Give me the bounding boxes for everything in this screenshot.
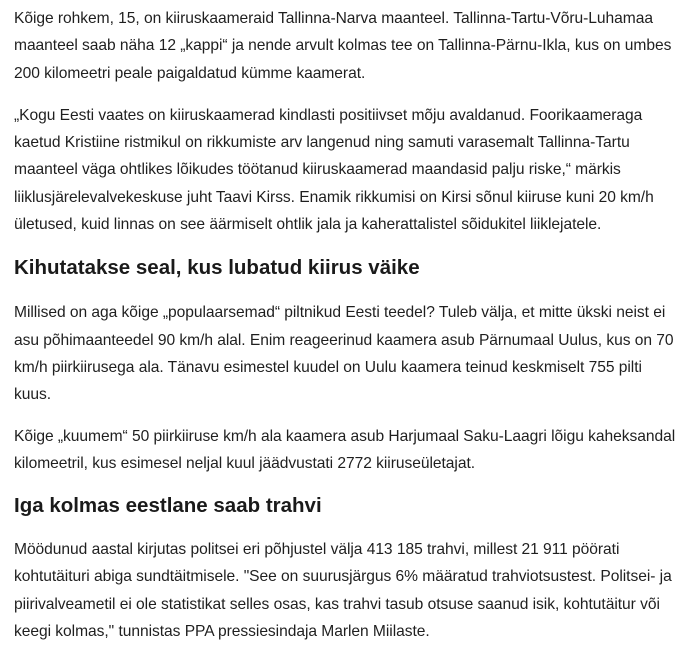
article-body [14, 5, 678, 645]
article-paragraph-4: Kõige „kuumem“ 50 piirkiiruse km/h ala kaamera asub Harjumaal Saku-Laagri lõigu kaheksandal kilomeetril, kus esimesel neljal kuul jäädvustati 2772 kiiruseületajat. [14, 427, 676, 472]
article-paragraph-1: Kõige rohkem, 15, on kiiruskaameraid Tallinna-Narva maanteel. Tallinna-Tartu-Võru-Luhamaa maanteel saab näha 12 „kappi“ ja nende arvult kolmas tee on Tallinna-Pärnu-Ikla, kus on umbes 200 kilomeetri peale paigaldatud kümme kaamerat. [14, 10, 672, 82]
article-paragraph-3: Millised on aga kõige „populaarsemad“ piltnikud Eesti teedel? Tuleb välja, et mitte ükski neist ei asu põhimaanteedel 90 km/h alal. Enim reageerinud kaamera asub Pärnumaal Uulus, kus on 70 km/h piirkiirusega ala. Tänavu esimestel kuudel on Uulu kaamera teinud keskmiselt 755 pilti kuus. [14, 304, 674, 404]
section-heading-speeding: Kihutatakse seal, kus lubatud kiirus väike [14, 256, 420, 280]
article-paragraph-2: „Kogu Eesti vaates on kiiruskaamerad kindlasti positiivset mõju avaldanud. Foorikaameraga kaetud Kristiine ristmikul on rikkumiste arv langenud ning samuti varasemalt Tallinna-Tartu maanteel väga ohtlikes lõikudes töötanud kiiruskaamerad maandasid palju riske,“ märkis liiklusjärelevalvekeskuse juht Taavi Kirss. Enamik rikkumisi on Kirsi sõnul kiiruse kuni 20 km/h ületused, kuid linnas on see äärmiselt ohtlik jala ja kaherattalistel sõidukitel liiklejatele. [14, 106, 654, 234]
section-heading-fines: Iga kolmas eestlane saab trahvi [14, 494, 322, 518]
article-paragraph-5: Möödunud aastal kirjutas politsei eri põhjustel välja 413 185 trahvi, millest 21 911 pöörati kohtutäituri abiga sundtäitmisele. "See on suurusjärgus 6% määratud trahviotsustest. Politsei- ja piirivalveametil ei ole statistikat selles osas, kas trahvi tasub otsuse saanud isik, kohtutäitur või keegi kolmas," tunnistas PPA pressiesindaja Marlen Miilaste. [14, 541, 672, 641]
